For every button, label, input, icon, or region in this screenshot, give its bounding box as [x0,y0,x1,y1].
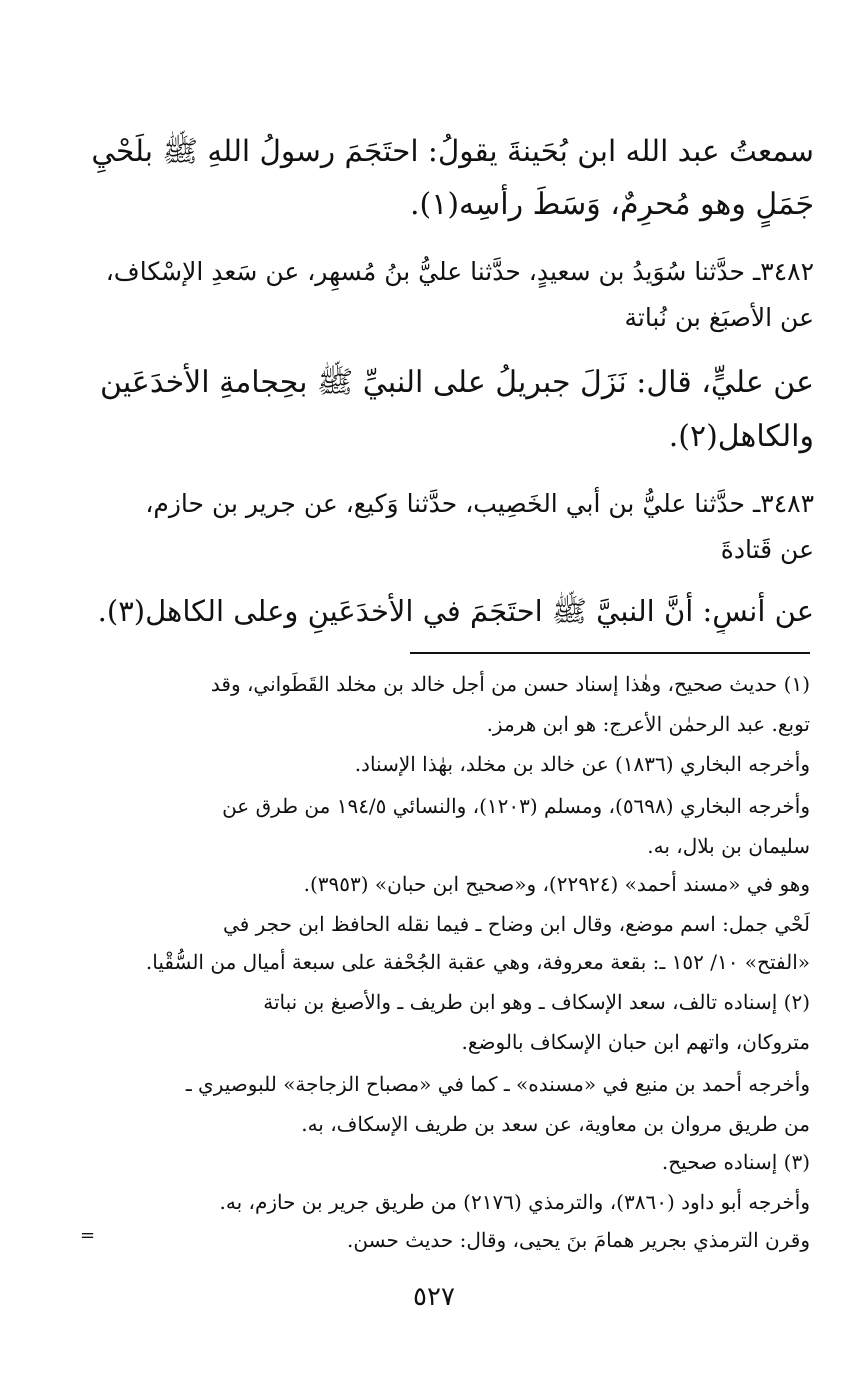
footnote-line: وأخرجه البخاري (١٨٣٦) عن خالد بن مخلد، بهٰذا الإسناد. [354,752,810,776]
footnote-line: وقرن الترمذي بجرير همامَ بنَ يحيى، وقال: حديث حسن. [347,1228,810,1252]
isnad-line: عن قَتادةَ [720,535,814,564]
footnote-line: (٣) إسناده صحيح. [661,1150,810,1174]
isnad-line: ٣٤٨٣ـ حدَّثنا عليُّ بن أبي الخَصِيب، حدَّثنا وَكيع، عن جرير بن حازم، [145,489,814,518]
hadith-text-line: سمعتُ عبد الله ابن بُحَينةَ يقولُ: احتَجَمَ رسولُ اللهِ ﷺ بلَحْيِ [91,134,814,168]
footnote-line: سليمان بن بلال، به. [647,834,810,858]
footnote-line: وأخرجه أحمد بن منيع في «مسنده» ـ كما في «مصباح الزجاجة» للبوصيري ـ [185,1072,810,1096]
footnote-line: من طريق مروان بن معاوية، عن سعد بن طريف الإسكاف، به. [301,1112,810,1136]
footnote-line: (٢) إسناده تالف، سعد الإسكاف ـ وهو ابن طريف ـ والأصبغ بن نباتة [263,990,810,1014]
footnote-line: «الفتح» ١٠/ ١٥٢ ـ: بقعة معروفة، وهي عقبة الجُحْفة على سبعة أميال من السُّقْيا. [145,950,810,974]
isnad-line: ٣٤٨٢ـ حدَّثنا سُوَيدُ بن سعيدٍ، حدَّثنا عليُّ بنُ مُسهِر، عن سَعدِ الإسْكاف، [105,257,814,286]
footnote-line: وأخرجه أبو داود (٣٨٦٠)، والترمذي (٢١٧٦) من طريق جرير بن حازم، به. [219,1190,810,1214]
hadith-text-line: جَمَلٍ وهو مُحرِمٌ، وَسَطَ رأسِه(١). [409,187,814,222]
isnad-line: عن الأصبَغ بن نُباتة [624,303,814,332]
page-number: ٥٢٧ [413,1282,455,1312]
footnote-line: توبع. عبد الرحمٰن الأعرج: هو ابن هرمز. [486,712,810,736]
continuation-mark: = [80,1225,96,1246]
footnote-line: لَحْي جمل: اسم موضع، وقال ابن وضاح ـ فيما نقله الحافظ ابن حجر في [223,912,810,936]
hadith-text-line: عن أنسٍ: أنَّ النبيَّ ﷺ احتَجَمَ في الأخدَعَينِ وعلى الكاهل(٣). [97,594,814,628]
hadith-text-line: والكاهل(٢). [668,419,814,454]
footnote-line: (١) حديث صحيح، وهٰذا إسناد حسن من أجل خالد بن مخلد القَطَواني، وقد [210,672,810,696]
footnote-line: وهو في «مسند أحمد» (٢٢٩٢٤)، و«صحيح ابن حبان» (٣٩٥٣). [303,872,810,896]
footnote-line: وأخرجه البخاري (٥٦٩٨)، ومسلم (١٢٠٣)، والنسائي ١٩٤/٥ من طرق عن [222,794,810,818]
hadith-text-line: عن عليٍّ، قال: نَزَلَ جبريلُ على النبيِّ ﷺ بحِجامةِ الأخدَعَين [100,365,814,400]
footnote-line: متروكان، واتهم ابن حبان الإسكاف بالوضع. [461,1030,810,1054]
footnote-separator [410,652,810,654]
